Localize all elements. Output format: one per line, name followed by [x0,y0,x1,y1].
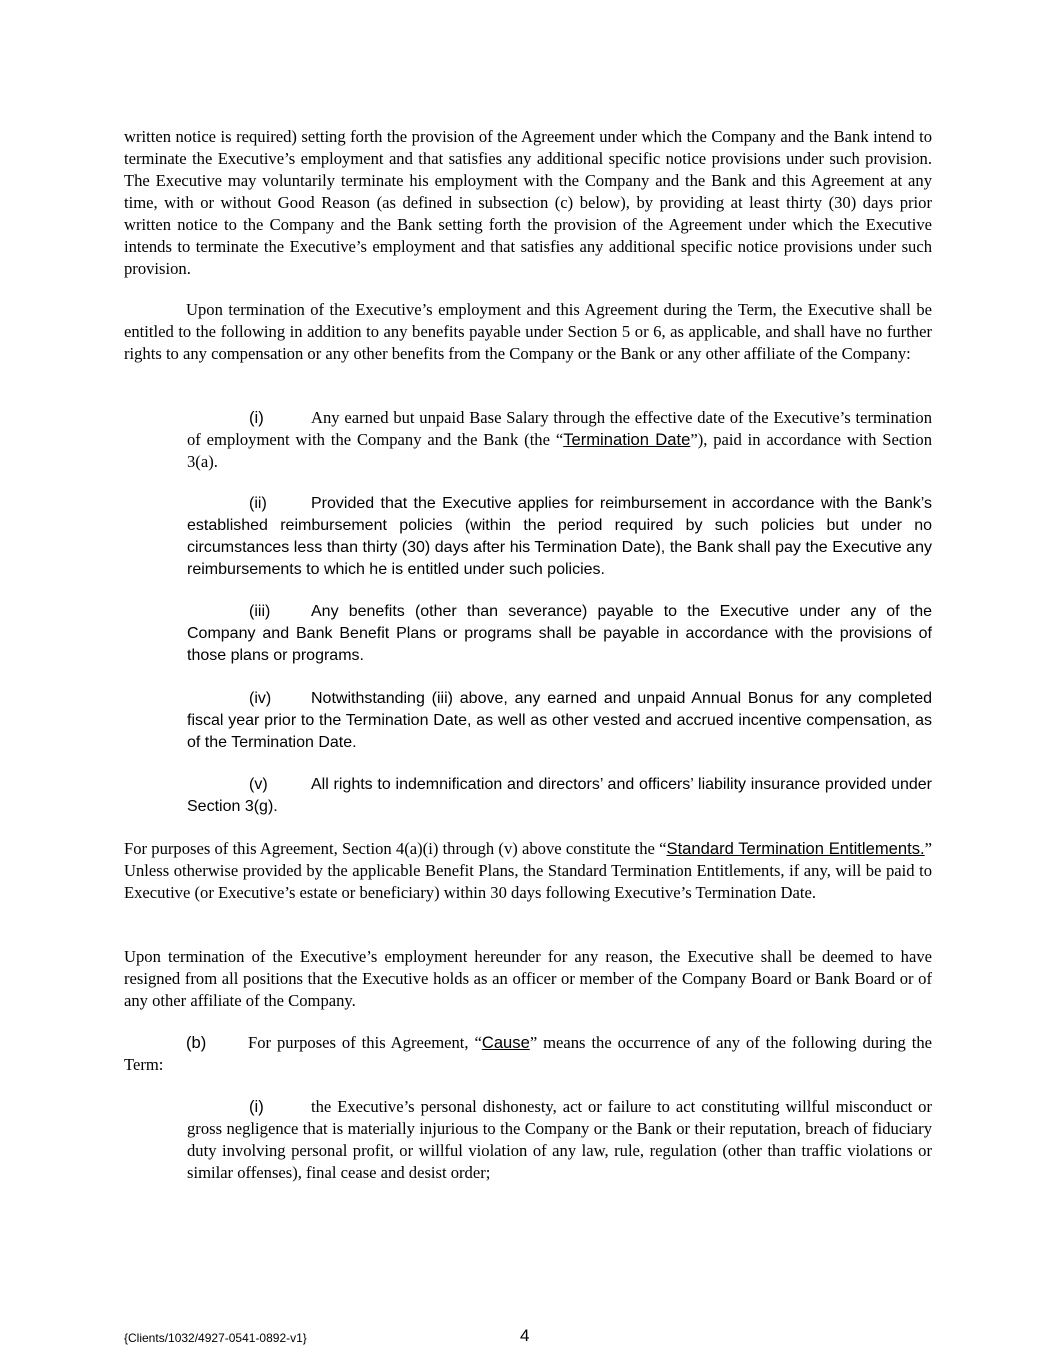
list-item-cause-i [187,1096,932,1184]
item-text: Notwithstanding (iii) above, any earned and unpaid Annual Bonus for any completed fiscal year prior to the Termination Date, as well as other vested and accrued incentive compensation, as of the Termination Date. [187,690,932,751]
item-number: (iv) [249,690,272,707]
list-item-iv [187,688,932,754]
footer-document-id: {Clients/1032/4927-0541-0892-v1} [124,1331,307,1345]
item-text: the Executive’s personal dishonesty, act or failure to act constituting willful misconduct or gross negligence that is materially injurious to the Company or the Bank or their reputation, breach of fiduciary duty involving personal profit, or willful violation of any law, rule, regulation (other than traffic violations or similar offenses), final cease and desist order; [187,1097,932,1182]
paragraph-text: For purposes of this Agreement, Section 4(a)(i) through (v) above constitute the “ [124,839,667,858]
item-number: (v) [249,776,268,793]
item-text-tail: ”), paid in accordance with Section 3(a). [187,430,932,471]
list-item-i [187,407,932,473]
paragraph-notice-continuation: written notice is required) setting forth the provision of the Agreement under which the Company and the Bank intend to terminate the Executive’s employment and that satisfies any additional specific notice provisions under such provision. The Executive may voluntarily terminate his employment with the Company and the Bank and this Agreement at any time, with or without Good Reason (as defined in subsection (c) below), by providing at least thirty (30) days prior written notice to the Company and the Bank setting forth the provision of the Agreement under which the Executive intends to terminate the Executive’s employment and that satisfies any additional specific notice provisions under such provision. [124,127,932,278]
list-item-ii [187,493,932,581]
item-number: (iii) [249,603,271,620]
item-number: (i) [249,408,264,427]
page-number: 4 [520,1326,530,1345]
paragraph-upon-termination [124,299,932,365]
list-item-v [187,774,932,818]
paragraph-cause-definition [124,1032,932,1076]
item-text: Provided that the Executive applies for reimbursement in accordance with the Bank’s established reimbursement policies (within the period required by such policies but under no circumstances less than thirty (30) days after his Termination Date), the Bank shall pay the Executive any reimbursements to which he is entitled under such policies. [187,495,932,578]
subsection-number: (b) [186,1033,207,1052]
item-text: All rights to indemnification and directors’ and officers’ liability insurance provided under Section 3(g). [187,776,932,815]
defined-term-cause: Cause [481,1033,530,1052]
paragraph-upon-termination-text: Upon termination of the Executive’s employment and this Agreement during the Term, the Executive shall be entitled to the following in addition to any benefits payable under Section 5 or 6, as applicable, and shall have no further rights to any compensation or any other benefits from the Company or the Bank or any other affiliate of the Company: [124,300,932,363]
defined-term-standard-termination-entitlements: Standard Termination Entitlements. [666,839,925,858]
list-item-iii [187,601,932,667]
paragraph-text-tail: ” means the occurrence of any of the following during the Term: [124,1033,932,1074]
item-number: (ii) [249,495,267,512]
paragraph-text: For purposes of this Agreement, “ [248,1033,482,1052]
item-number: (i) [249,1097,264,1116]
item-text: Any benefits (other than severance) payable to the Executive under any of the Company and Bank Benefit Plans or programs shall be payable in accordance with the provisions of those plans or programs. [187,603,932,664]
paragraph-text-tail: ” Unless otherwise provided by the applicable Benefit Plans, the Standard Termination Entitlements, if any, will be paid to Executive (or Executive’s estate or beneficiary) within 30 days following Executive’s Termination Date. [124,839,933,902]
paragraph-standard-termination [124,838,932,904]
paragraph-resignation: Upon termination of the Executive’s employment hereunder for any reason, the Executive shall be deemed to have resigned from all positions that the Executive holds as an officer or member of the Company Board or Bank Board or of any other affiliate of the Company. [124,947,932,1010]
defined-term-termination-date: Termination Date [563,430,691,449]
item-text: Any earned but unpaid Base Salary through the effective date of the Executive’s termination of employment with the Company and the Bank (the “ [187,408,932,449]
